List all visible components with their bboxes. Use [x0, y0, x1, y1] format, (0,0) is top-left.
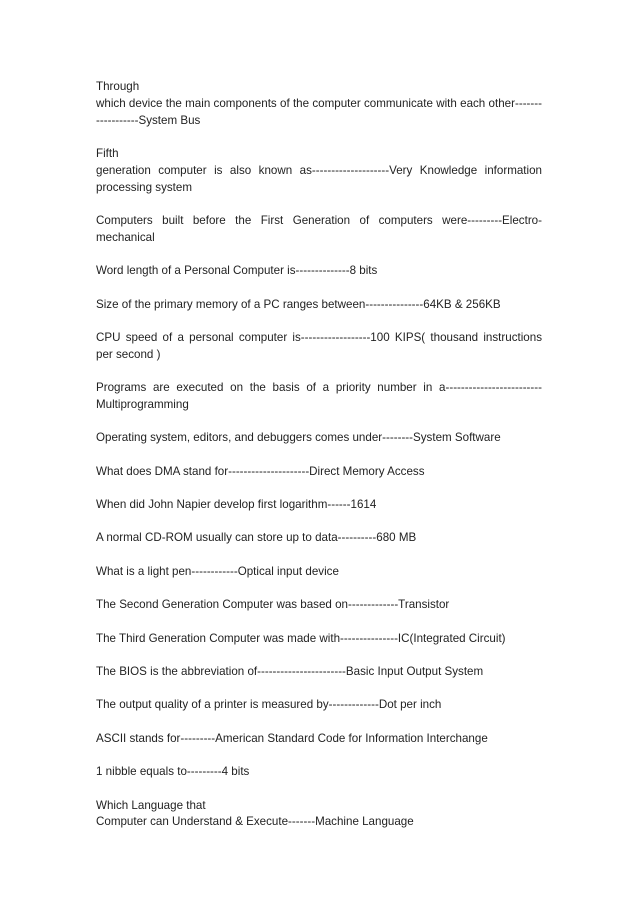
- qa-item: [96, 664, 542, 681]
- qa-text: Size of the primary memory of a PC ranges between---------------64KB & 256KB: [96, 297, 501, 311]
- qa-lead-line: Through: [96, 80, 140, 93]
- qa-item: [96, 430, 542, 447]
- qa-item: [96, 564, 542, 581]
- qa-text: A normal CD-ROM usually can store up to data----------680 MB: [96, 531, 417, 545]
- qa-text: The BIOS is the abbreviation of-----------------------Basic Input Output System: [96, 665, 484, 679]
- qa-text: The Second Generation Computer was based on-------------Transistor: [96, 598, 450, 612]
- qa-item: [96, 497, 542, 514]
- qa-item: [96, 297, 542, 314]
- qa-text: ASCII stands for---------American Standard Code for Information Interchange: [96, 731, 488, 745]
- qa-item: [96, 798, 542, 832]
- qa-text: 1 nibble equals to---------4 bits: [96, 765, 250, 779]
- qa-text: What does DMA stand for---------------------Direct Memory Access: [96, 464, 425, 478]
- qa-text: Programs are executed on the basis of a priority number in a-------------------------Multiprogramming: [96, 381, 542, 411]
- qa-text: Computer can Understand & Execute-------Machine Language: [96, 815, 414, 829]
- qa-item: [96, 464, 542, 481]
- qa-item: [96, 146, 542, 196]
- qa-text: What is a light pen------------Optical input device: [96, 564, 339, 578]
- qa-item: [96, 380, 542, 414]
- qa-text: Word length of a Personal Computer is--------------8 bits: [96, 264, 378, 278]
- qa-text: Operating system, editors, and debuggers comes under--------System Software: [96, 431, 501, 445]
- qa-lead-line: Fifth: [96, 146, 119, 160]
- qa-item: [96, 697, 542, 714]
- qa-lead-line: Which Language that: [96, 798, 206, 812]
- qa-item: [96, 79, 542, 129]
- qa-item: [96, 263, 542, 280]
- qa-text: Computers built before the First Generation of computers were---------Electro-mechanical: [96, 213, 542, 244]
- qa-item: [96, 731, 542, 748]
- qa-item: [96, 631, 542, 648]
- qa-text: generation computer is also known as--------------------Very Knowledge information processing system: [96, 163, 542, 194]
- qa-text: The output quality of a printer is measured by-------------Dot per inch: [96, 698, 442, 712]
- qa-item: [96, 764, 542, 781]
- qa-item: [96, 213, 542, 247]
- qa-text: The Third Generation Computer was made with---------------IC(Integrated Circuit): [96, 631, 506, 645]
- qa-item: [96, 597, 542, 614]
- qa-item: [96, 530, 542, 547]
- qa-list: [96, 79, 542, 848]
- qa-item: [96, 330, 542, 364]
- qa-text: CPU speed of a personal computer is------------------100 KIPS( thousand instructions per second ): [96, 330, 542, 361]
- qa-text: When did John Napier develop first logarithm------1614: [96, 498, 377, 512]
- qa-text: which device the main components of the computer communicate with each other------------------System Bus: [96, 96, 542, 127]
